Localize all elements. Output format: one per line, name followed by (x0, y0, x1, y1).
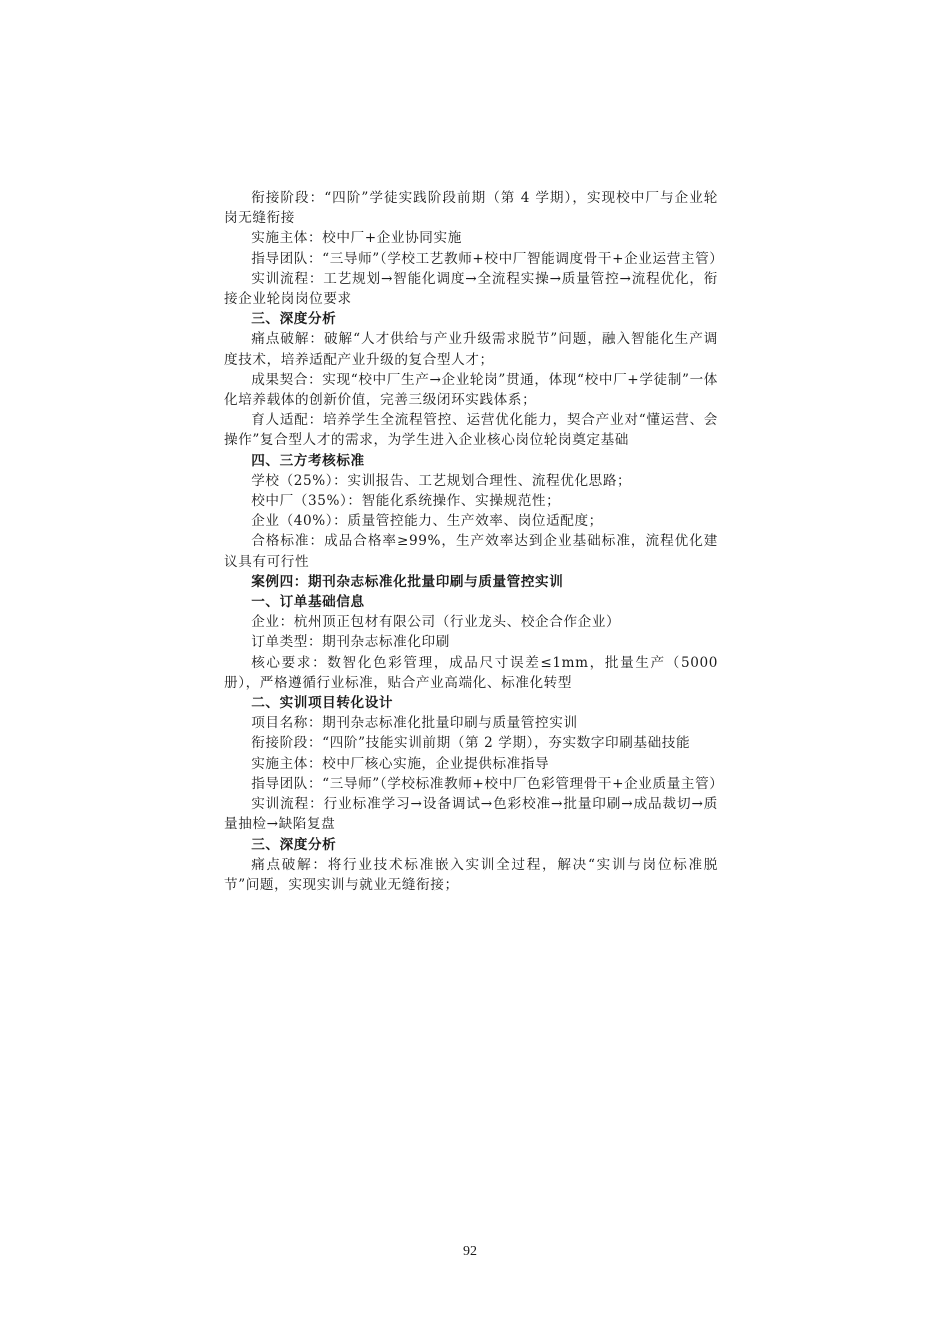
body-paragraph: 成果契合：实现“校中厂生产→企业轮岗”贯通，体现“校中厂+学徒制”一体化培养载体的创新价值，完善三级闭环实践体系； (224, 371, 718, 409)
section-heading: 三、深度分析 (251, 836, 337, 853)
body-paragraph: 合格标准：成品合格率≥99%，生产效率达到企业基础标准，流程优化建议具有可行性 (224, 533, 718, 570)
body-paragraph: 企业（40%）：质量管控能力、生产效率、岗位适配度； (251, 513, 603, 530)
body-paragraph: 订单类型：期刊杂志标准化印刷 (251, 634, 450, 651)
document-body (224, 188, 724, 895)
body-paragraph: 企业：杭州顶正包材有限公司（行业龙头、校企合作企业） (251, 614, 621, 631)
section-heading: 二、实训项目转化设计 (251, 695, 394, 712)
section-heading: 一、订单基础信息 (251, 594, 365, 611)
body-paragraph: 衔接阶段：“四阶”技能实训前期（第 2 学期），夯实数字印刷基础技能 (251, 735, 691, 752)
body-paragraph: 指导团队：“三导师”（学校工艺教师+校中厂智能调度骨干+企业运营主管） (251, 250, 724, 267)
body-paragraph: 校中厂（35%）：智能化系统操作、实操规范性； (251, 493, 561, 510)
body-paragraph: 实施主体：校中厂+企业协同实施 (251, 230, 462, 247)
section-heading: 四、三方考核标准 (251, 452, 365, 469)
section-heading: 三、深度分析 (251, 311, 337, 328)
body-paragraph: 项目名称：期刊杂志标准化批量印刷与质量管控实训 (251, 715, 578, 732)
body-paragraph: 实训流程：工艺规划→智能化调度→全流程实操→质量管控→流程优化，衔接企业轮岗岗位要求 (224, 270, 718, 308)
page-number: 92 (463, 1244, 477, 1259)
body-paragraph: 学校（25%）：实训报告、工艺规划合理性、流程优化思路； (251, 472, 632, 489)
body-paragraph: 衔接阶段：“四阶”学徒实践阶段前期（第 4 学期），实现校中厂与企业轮岗无缝衔接 (224, 190, 718, 227)
body-paragraph: 痛点破解：将行业技术标准嵌入实训全过程，解决“实训与岗位标准脱节”问题，实现实训与就业无缝衔接； (224, 856, 718, 893)
body-paragraph: 核心要求：数智化色彩管理，成品尺寸误差≤1mm，批量生产（5000册），严格遵循行业标准，贴合产业高端化、标准化转型 (224, 654, 718, 691)
section-heading: 案例四：期刊杂志标准化批量印刷与质量管控实训 (251, 573, 564, 590)
body-paragraph: 指导团队：“三导师”（学校标准教师+校中厂色彩管理骨干+企业质量主管） (251, 775, 724, 792)
body-paragraph: 育人适配：培养学生全流程管控、运营优化能力，契合产业对“懂运营、会操作”复合型人才的需求，为学生进入企业核心岗位轮岗奠定基础 (224, 412, 718, 449)
body-paragraph: 痛点破解：破解“人才供给与产业升级需求脱节”问题，融入智能化生产调度技术，培养适配产业升级的复合型人才； (224, 331, 718, 368)
body-paragraph: 实施主体：校中厂核心实施，企业提供标准指导 (251, 755, 550, 772)
body-paragraph: 实训流程：行业标准学习→设备调试→色彩校准→批量印刷→成品裁切→质量抽检→缺陷复盘 (224, 796, 718, 833)
